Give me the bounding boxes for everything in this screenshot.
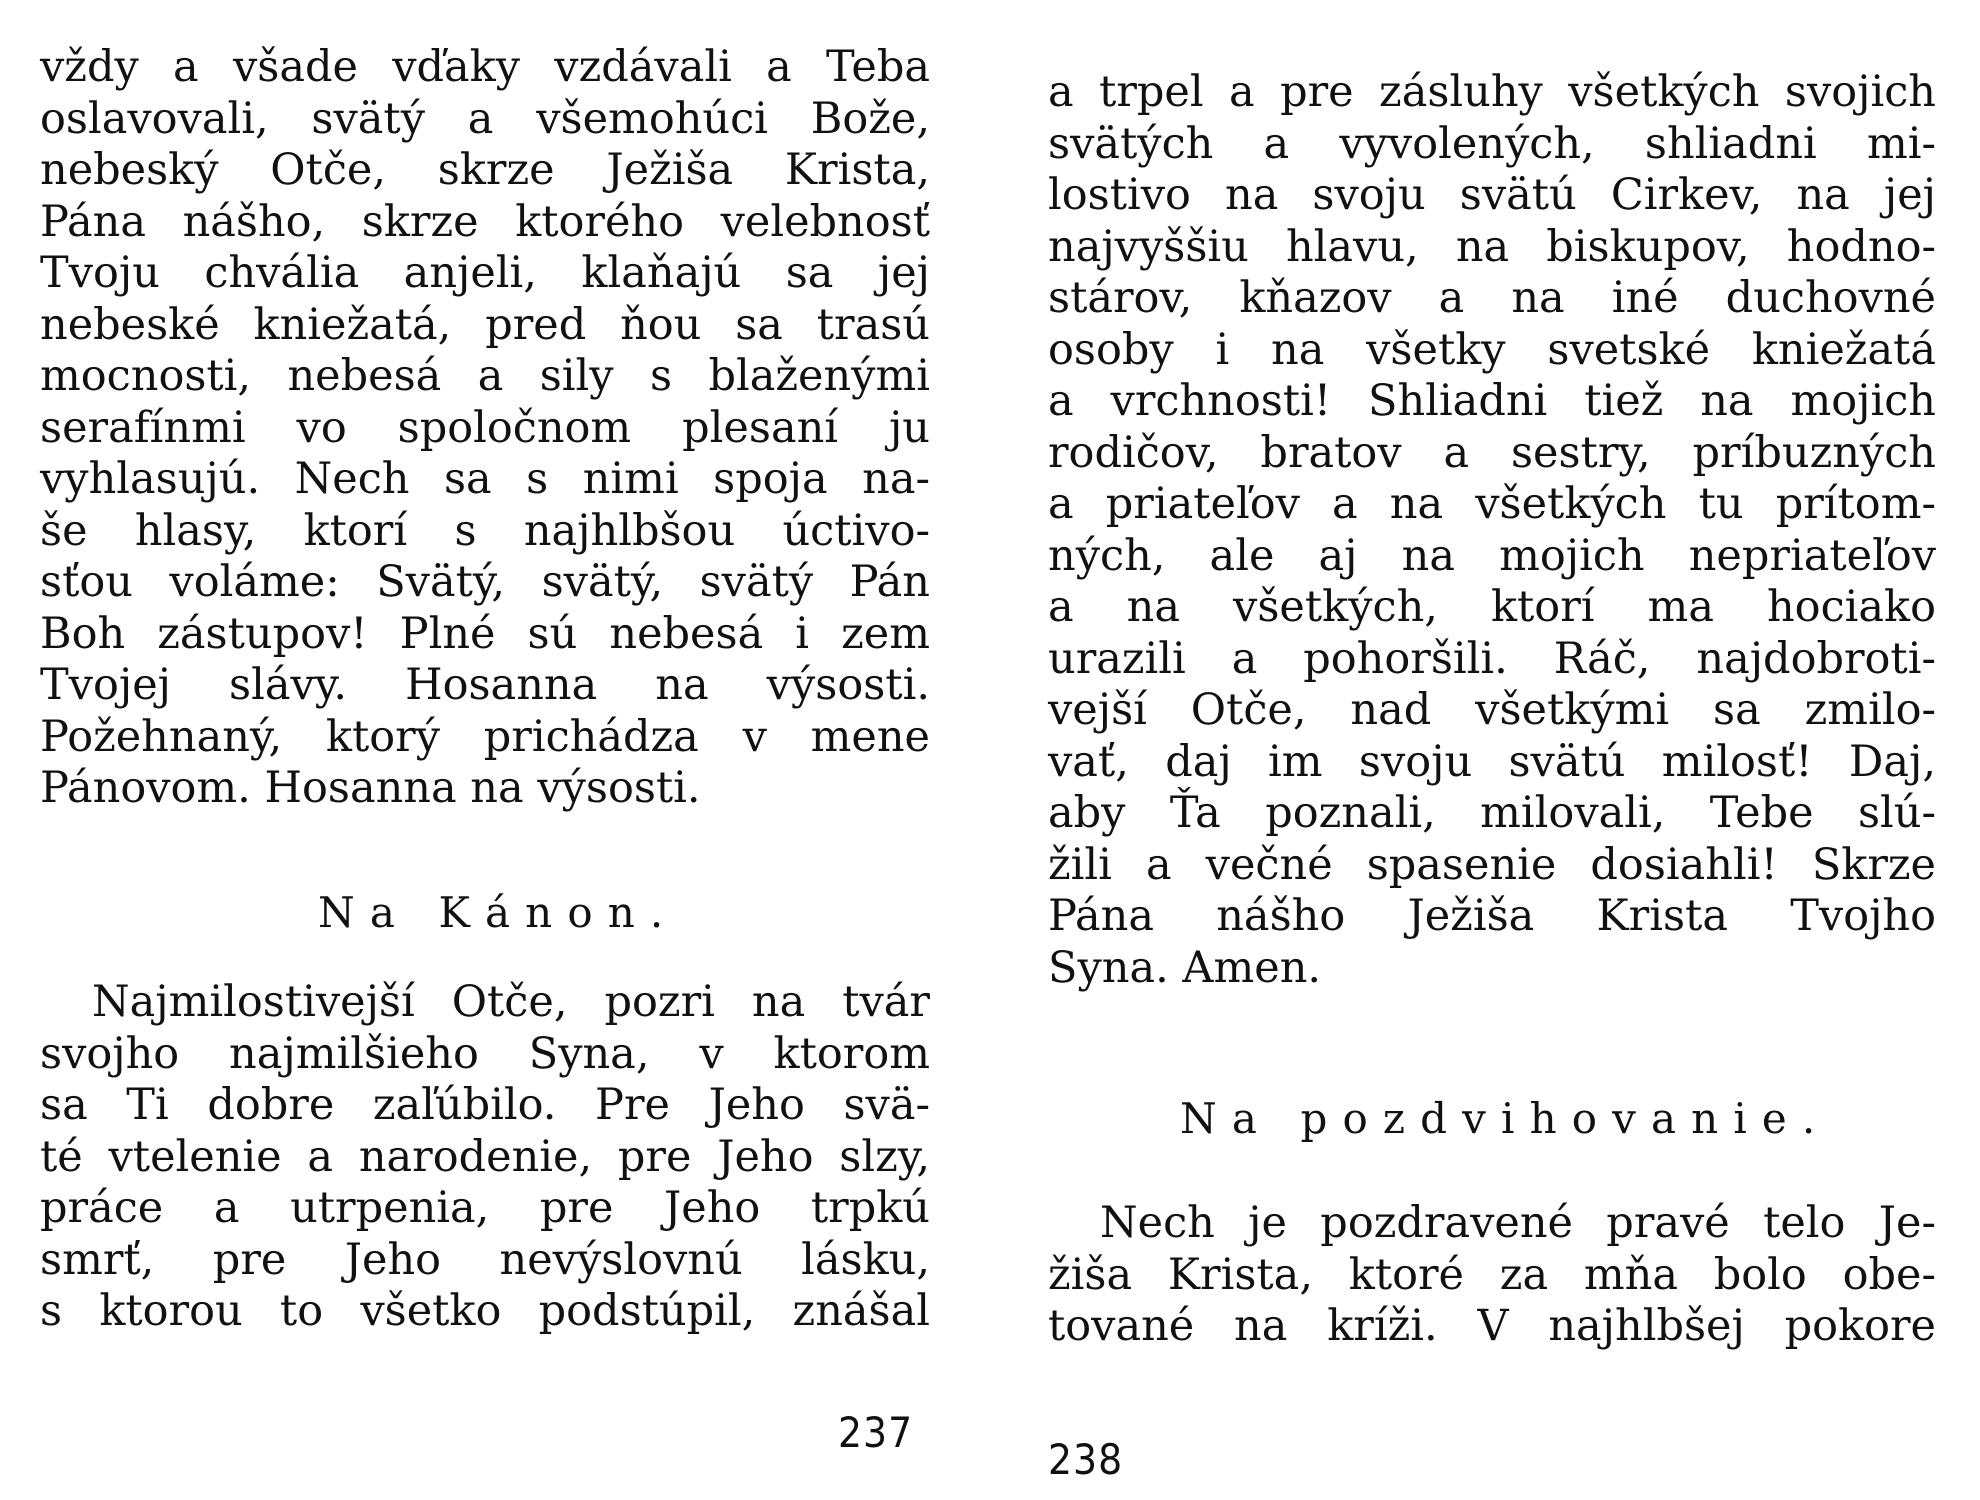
- text-line: nebeské kniežatá, pred ňou sa trasú: [40, 299, 930, 350]
- text-line: Pána nášho Ježiša Krista Tvojho: [1048, 891, 1936, 941]
- text-line: práce a utrpenia, pre Jeho trpkú: [40, 1183, 930, 1233]
- text-line: urazili a pohoršili. Ráč, najdobroti-: [1048, 633, 1936, 684]
- text-line: sťou voláme: Svätý, svätý, svätý Pán: [40, 557, 930, 607]
- text-line: s ktorou to všetko podstúpil, znášal: [40, 1286, 930, 1336]
- text-line: lostivo na svoju svätú Cirkev, na jej: [1048, 170, 1936, 220]
- text-line: osoby i na všetky svetské kniežatá: [1048, 324, 1936, 375]
- text-line: najvyššiu hlavu, na biskupov, hodno-: [1048, 221, 1936, 272]
- text-line: a na všetkých, ktorí ma hociako: [1048, 582, 1936, 632]
- text-line: oslavovali, svätý a všemohúci Bože,: [40, 93, 930, 144]
- text-line: nebeský Otče, skrze Ježiša Krista,: [40, 145, 930, 195]
- text-line: Syna. Amen.: [1048, 942, 1322, 993]
- text-line: še hlasy, ktorí s najhlbšou úctivo-: [40, 505, 930, 556]
- page-number-left: 237: [838, 1408, 914, 1457]
- right-paragraph-2: [1048, 1198, 1936, 1353]
- text-line: aby Ťa poznali, milovali, Tebe slú-: [1048, 788, 1936, 838]
- text-line: vať, daj im svoju svätú milosť! Daj,: [1048, 736, 1936, 787]
- text-line: a trpel a pre zásluhy všetkých svojich: [1048, 67, 1936, 117]
- section-heading-kanon: Na Kánon.: [318, 888, 679, 937]
- text-line: a vrchnosti! Shliadni tiež na mojich: [1048, 376, 1936, 426]
- text-line: vejší Otče, nad všetkými sa zmilo-: [1048, 685, 1936, 735]
- text-line: smrť, pre Jeho nevýslovnú lásku,: [40, 1234, 930, 1285]
- text-line: Požehnaný, ktorý prichádza v mene: [40, 711, 930, 762]
- right-paragraph-1: [1048, 67, 1936, 994]
- text-line: svojho najmilšieho Syna, v ktorom: [40, 1028, 930, 1079]
- text-line: žiša Krista, ktoré za mňa bolo obe-: [1048, 1249, 1936, 1300]
- text-line: Pána nášho, skrze ktorého velebnosť: [40, 196, 930, 247]
- text-line: Tvojej slávy. Hosanna na výsosti.: [40, 660, 930, 710]
- text-line: ných, ale aj na mojich nepriateľov: [1048, 530, 1936, 581]
- text-line: a priateľov a na všetkých tu prítom-: [1048, 479, 1936, 529]
- text-line: vždy a všade vďaky vzdávali a Teba: [40, 42, 930, 92]
- left-paragraph-2: [40, 977, 930, 1338]
- text-line: vyhlasujú. Nech sa s nimi spoja na-: [40, 454, 930, 504]
- right-page: [990, 0, 1980, 1500]
- left-paragraph-1: [40, 42, 930, 815]
- text-line: serafínmi vo spoločnom plesaní ju: [40, 402, 930, 453]
- text-line: té vtelenie a narodenie, pre Jeho slzy,: [40, 1131, 930, 1182]
- text-line: Tvoju chvália anjeli, klaňajú sa jej: [40, 248, 930, 298]
- section-heading-pozdvihovanie: Na pozdvihovanie.: [1180, 1094, 1831, 1143]
- text-line: stárov, kňazov a na iné duchovné: [1048, 273, 1936, 323]
- text-line: sa Ti dobre zaľúbilo. Pre Jeho svä-: [40, 1080, 930, 1130]
- text-line: Najmilostivejší Otče, pozri na tvár: [92, 977, 930, 1027]
- text-line: rodičov, bratov a sestry, príbuzných: [1048, 427, 1936, 478]
- text-line: mocnosti, nebesá a sily s blaženými: [40, 351, 930, 401]
- text-line: žili a večné spasenie dosiahli! Skrze: [1048, 839, 1936, 890]
- text-line: Pánovom. Hosanna na výsosti.: [40, 763, 701, 813]
- text-line: Boh zástupov! Plné sú nebesá i zem: [40, 608, 930, 659]
- text-line: svätých a vyvolených, shliadni mi-: [1048, 118, 1936, 169]
- text-line: tované na kríži. V najhlbšej pokore: [1048, 1301, 1936, 1351]
- text-line: Nech je pozdravené pravé telo Je-: [1100, 1198, 1936, 1248]
- page-number-right: 238: [1048, 1435, 1124, 1484]
